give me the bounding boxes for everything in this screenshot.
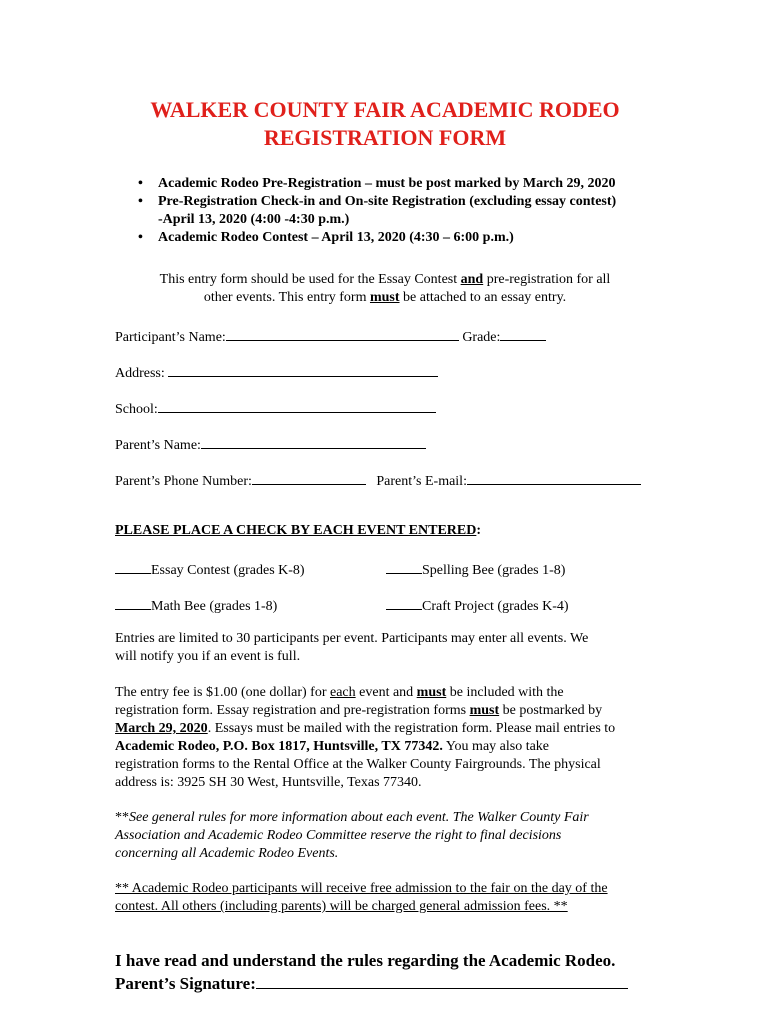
- rules-note: **See general rules for more information about each event. The Walker County Fair Association and Academic Rodeo Committee reserve the right to final decisions concerning all Academic Rodeo Events.: [115, 810, 589, 861]
- spelling-bee-checkbox[interactable]: [386, 559, 422, 574]
- math-bee-checkbox[interactable]: [115, 595, 151, 610]
- admission-note: ** Academic Rodeo participants will receive free admission to the fair on the day of the contest. All others (including parents) will be charged general admission fees. **: [115, 881, 608, 914]
- parent-name-field[interactable]: [201, 434, 426, 449]
- grade-field[interactable]: [500, 326, 546, 341]
- bullet-icon: •: [138, 194, 143, 209]
- acknowledgement-statement: I have read and understand the rules regarding the Academic Rodeo.: [115, 951, 616, 970]
- postmark-deadline: March 29, 2020: [115, 721, 208, 736]
- limits-paragraph: Entries are limited to 30 participants per event. Participants may enter all events. We will notify you if an event is full.: [115, 631, 589, 664]
- parent-contact-row: [115, 470, 641, 491]
- list-item: • Academic Rodeo Contest – April 13, 2020 (4:30 – 6:00 p.m.): [138, 230, 514, 245]
- signature-field[interactable]: [256, 972, 628, 989]
- events-heading: PLEASE PLACE A CHECK BY EACH EVENT ENTERED:: [115, 523, 482, 538]
- address-row: [115, 362, 438, 383]
- fee-paragraph: The entry fee is $1.00 (one dollar) for each event and must be included with the registration form. Essay registration and pre-registration forms must be postmarked by March 29, 2020. Essays must be mailed with the registration form. Please mail entries to Academic Rodeo, P.O. Box 1817, Huntsville, TX 77342. You may also take registration forms to the Rental Office at the Walker County Fairgrounds. The physical address is: 3925 SH 30 West, Huntsville, Texas 77340.: [115, 685, 616, 790]
- list-item-continuation: -April 13, 2020 (4:00 -4:30 p.m.): [158, 212, 350, 227]
- intro-paragraph: This entry form should be used for the Essay Contest and pre-registration for all other events. This entry form must be attached to an essay entry.: [159, 272, 611, 305]
- key-dates-list: [136, 175, 616, 247]
- participant-name-field[interactable]: [226, 326, 459, 341]
- craft-project-checkbox[interactable]: [386, 595, 422, 610]
- parent-name-label: Parent’s Name:: [115, 438, 201, 453]
- signature-label: Parent’s Signature:: [115, 974, 256, 993]
- list-item: • Pre-Registration Check-in and On-site Registration (excluding essay contest): [138, 194, 617, 209]
- mailing-address: Academic Rodeo, P.O. Box 1817, Huntsville, TX 77342.: [115, 739, 443, 754]
- event-craft-project: Craft Project (grades K-4): [386, 595, 569, 616]
- bullet-icon: •: [138, 176, 143, 191]
- event-math-bee: Math Bee (grades 1-8): [115, 595, 277, 616]
- school-field[interactable]: [158, 398, 436, 413]
- event-essay-contest: Essay Contest (grades K-8): [115, 559, 305, 580]
- parent-phone-label: Parent’s Phone Number:: [115, 474, 252, 489]
- parent-email-label: Parent’s E-mail:: [376, 474, 467, 489]
- bullet-icon: •: [138, 230, 143, 245]
- list-item: • Academic Rodeo Pre-Registration – must be post marked by March 29, 2020: [138, 176, 616, 191]
- school-row: [115, 398, 436, 419]
- form-title-line1: WALKER COUNTY FAIR ACADEMIC RODEO: [150, 97, 620, 122]
- parent-email-field[interactable]: [467, 470, 641, 485]
- emphasis-and: and: [460, 272, 484, 287]
- essay-contest-checkbox[interactable]: [115, 559, 151, 574]
- form-title-line2: REGISTRATION FORM: [263, 125, 507, 150]
- parent-phone-field[interactable]: [252, 470, 366, 485]
- event-spelling-bee: Spelling Bee (grades 1-8): [386, 559, 565, 580]
- address-label: Address:: [115, 366, 165, 381]
- participant-name-label: Participant’s Name:: [115, 330, 226, 345]
- parent-name-row: [115, 434, 426, 455]
- school-label: School:: [115, 402, 158, 417]
- emphasis-must: must: [369, 290, 400, 305]
- address-field[interactable]: [168, 362, 438, 377]
- signature-row: [115, 972, 628, 995]
- participant-name-row: [115, 326, 546, 347]
- grade-label: Grade:: [462, 330, 501, 345]
